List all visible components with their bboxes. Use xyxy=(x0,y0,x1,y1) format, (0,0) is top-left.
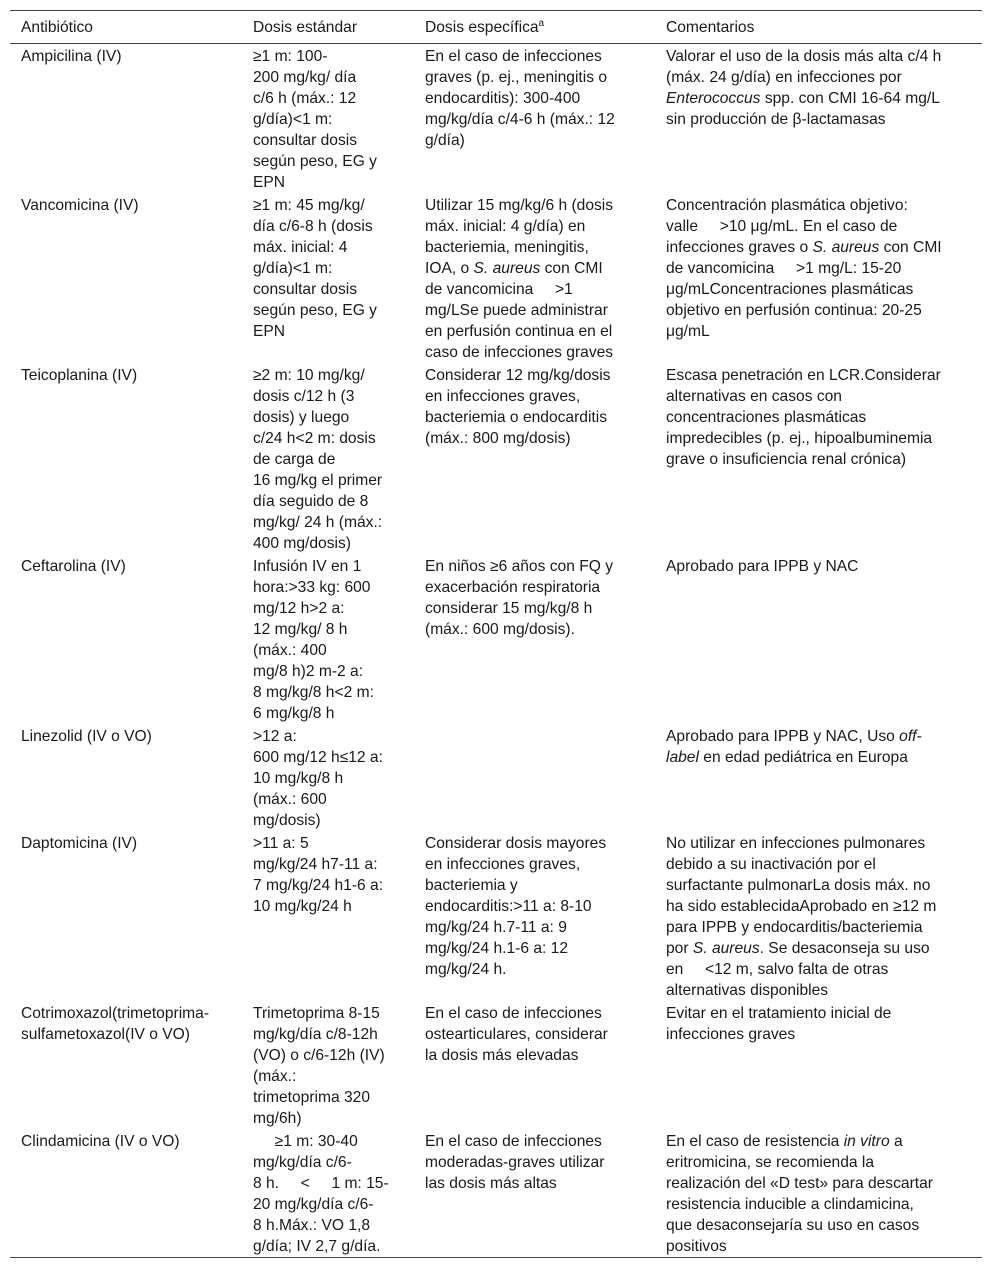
standard-dose-line: mg/dosis) xyxy=(253,812,321,829)
standard-dose-line: 10 mg/kg/24 h xyxy=(253,898,352,915)
comments-line: (máx. 24 g/día) en infecciones por xyxy=(666,69,902,86)
standard-dose-line: de carga de xyxy=(253,451,336,468)
standard-dose-line: dosis c/12 h (3 xyxy=(253,388,355,405)
cell-specific-dose xyxy=(414,44,655,194)
standard-dose-line: mg/8 h)2 m-2 a: xyxy=(253,663,364,680)
specific-dose-line: moderadas-graves utilizar xyxy=(425,1154,605,1171)
specific-dose-line: Considerar 12 mg/kg/dosis xyxy=(425,367,611,384)
comments-line: que desaconsejaría su uso en casos xyxy=(666,1217,920,1234)
comments-line: impredecibles (p. ej., hipoalbuminemia xyxy=(666,430,933,447)
italic-term: S. aureus xyxy=(812,239,880,256)
standard-dose-line: 10 mg/kg/8 h xyxy=(253,770,344,787)
specific-dose-line: En el caso de infecciones xyxy=(425,48,602,65)
standard-dose-line: 200 mg/kg/ día xyxy=(253,69,357,86)
italic-term: Enterococcus xyxy=(666,90,761,107)
italic-term: label xyxy=(666,749,699,766)
specific-dose-line: en infecciones graves, xyxy=(425,388,581,405)
antibiotic-name: Vancomicina (IV) xyxy=(21,197,139,214)
comments-line: objetivo en perfusión continua: 20-25 xyxy=(666,302,922,319)
standard-dose-line: mg/12 h>2 a: xyxy=(253,600,345,617)
standard-dose-line: (máx.: 600 xyxy=(253,791,327,808)
standard-dose-line: 7 mg/kg/24 h1-6 a: xyxy=(253,877,384,894)
cell-antibiotic xyxy=(10,193,242,363)
comments-line: μg/mLConcentraciones plasmáticas xyxy=(666,281,914,298)
standard-dose-line: c/6 h (máx.: 12 xyxy=(253,90,357,107)
cell-antibiotic xyxy=(10,1129,242,1258)
specific-dose-line: bacteriemia, meningitis, xyxy=(425,239,589,256)
specific-dose-line: de vancomicina >1 xyxy=(425,281,573,298)
comments-line: Concentración plasmática objetivo: xyxy=(666,197,908,214)
standard-dose-line: 600 mg/12 h≤12 a: xyxy=(253,749,383,766)
specific-dose-line: En niños ≥6 años con FQ y xyxy=(425,558,613,575)
standard-dose-line: 16 mg/kg el primer xyxy=(253,472,383,489)
specific-dose-line: considerar 15 mg/kg/8 h xyxy=(425,600,593,617)
header-standard-dose: Dosis estándar xyxy=(253,19,358,36)
cell-antibiotic xyxy=(10,1001,242,1129)
standard-dose-line: >12 a: xyxy=(253,728,297,745)
standard-dose-line: 400 mg/dosis) xyxy=(253,535,351,552)
comments-line: alternativas en casos con xyxy=(666,388,842,405)
standard-dose-line: hora:>33 kg: 600 xyxy=(253,579,371,596)
cell-antibiotic xyxy=(10,831,242,1001)
cell-standard-dose xyxy=(242,724,414,831)
antibiotic-name: Linezolid (IV o VO) xyxy=(21,728,152,745)
specific-dose-line: (máx.: 800 mg/dosis) xyxy=(425,430,571,447)
specific-dose-line: mg/kg/24 h.1-6 a: 12 xyxy=(425,940,569,957)
specific-dose-line: Considerar dosis mayores xyxy=(425,835,607,852)
specific-dose-line: endocarditis:>11 a: 8-10 xyxy=(425,898,592,915)
standard-dose-line: ≥1 m: 100- xyxy=(253,48,328,65)
italic-term: S. aureus xyxy=(473,260,541,277)
standard-dose-line: c/24 h<2 m: dosis xyxy=(253,430,376,447)
specific-dose-line: mg/kg/día c/4-6 h (máx.: 12 xyxy=(425,111,615,128)
specific-dose-line: la dosis más elevadas xyxy=(425,1047,579,1064)
standard-dose-line: según peso, EG y xyxy=(253,153,377,170)
header-specific-dose: Dosis específica$^a$ xyxy=(425,17,545,36)
cell-specific-dose xyxy=(414,724,655,831)
cell-standard-dose xyxy=(242,1001,414,1129)
standard-dose-line: 12 mg/kg/ 8 h xyxy=(253,621,348,638)
specific-dose-line: mg/LSe puede administrar xyxy=(425,302,608,319)
cell-antibiotic xyxy=(10,724,242,831)
standard-dose-line: dosis) y luego xyxy=(253,409,350,426)
comments-line: Evitar en el tratamiento inicial de xyxy=(666,1005,892,1022)
standard-dose-line: g/día; IV 2,7 g/día. xyxy=(253,1238,381,1255)
standard-dose-line: trimetoprima 320 xyxy=(253,1089,370,1106)
header-comments: Comentarios xyxy=(666,19,755,36)
standard-dose-line: (máx.: xyxy=(253,1068,297,1085)
table-row xyxy=(10,1001,982,1129)
comments-line: valle >10 μg/mL. En el caso de xyxy=(666,218,898,235)
antibiotic-dosing-table xyxy=(10,10,982,1258)
antibiotic-name: Ampicilina (IV) xyxy=(21,48,122,65)
standard-dose-line: ≥1 m: 45 mg/kg/ xyxy=(253,197,365,214)
standard-dose-line: mg/6h) xyxy=(253,1110,302,1127)
specific-dose-line: ostearticulares, considerar xyxy=(425,1026,608,1043)
header-antibiotic: Antibiótico xyxy=(21,19,93,36)
antibiotic-line: Cotrimoxazol(trimetoprima- xyxy=(21,1005,210,1022)
specific-dose-line: En el caso de infecciones xyxy=(425,1133,602,1150)
cell-comments xyxy=(655,554,982,724)
cell-specific-dose xyxy=(414,193,655,363)
cell-standard-dose xyxy=(242,44,414,194)
comments-line: infecciones graves o S. aureus con CMI xyxy=(666,239,942,256)
specific-dose-line: bacteriemia y xyxy=(425,877,518,894)
cell-comments xyxy=(655,724,982,831)
footnote-marker: a xyxy=(538,17,545,29)
comments-line: Enterococcus spp. con CMI 16-64 mg/L xyxy=(666,90,940,107)
standard-dose-line: g/día)<1 m: xyxy=(253,260,333,277)
comments-line: ha sido establecidaAprobado en ≥12 m xyxy=(666,898,937,915)
comments-line: alternativas disponibles xyxy=(666,982,829,999)
header-row xyxy=(10,11,982,44)
table-row xyxy=(10,193,982,363)
standard-dose-line: día c/6-8 h (dosis xyxy=(253,218,373,235)
specific-dose-line: mg/kg/24 h.7-11 a: 9 xyxy=(425,919,567,936)
specific-dose-line: mg/kg/24 h. xyxy=(425,961,507,978)
table-row xyxy=(10,1129,982,1258)
table-header xyxy=(10,11,982,44)
specific-dose-line: bacteriemia o endocarditis xyxy=(425,409,608,426)
table-row xyxy=(10,44,982,194)
specific-dose-line: exacerbación respiratoria xyxy=(425,579,601,596)
comments-line: por S. aureus. Se desaconseja su uso xyxy=(666,940,930,957)
specific-dose-line: en perfusión continua en el xyxy=(425,323,613,340)
antibiotic-name: Teicoplanina (IV) xyxy=(21,367,138,384)
cell-antibiotic xyxy=(10,363,242,554)
comments-line: label en edad pediátrica en Europa xyxy=(666,749,908,766)
standard-dose-line: (VO) o c/6-12h (IV) xyxy=(253,1047,385,1064)
comments-line: Aprobado para IPPB y NAC, Uso off- xyxy=(666,728,922,745)
standard-dose-line: Infusión IV en 1 xyxy=(253,558,362,575)
cell-standard-dose xyxy=(242,1129,414,1258)
antibiotic-name: Daptomicina (IV) xyxy=(21,835,138,852)
comments-line: surfactante pulmonarLa dosis máx. no xyxy=(666,877,931,894)
comments-line: En el caso de resistencia in vitro a xyxy=(666,1133,903,1150)
comments-line: eritromicina, se recomienda la xyxy=(666,1154,875,1171)
cell-specific-dose xyxy=(414,831,655,1001)
cell-specific-dose xyxy=(414,554,655,724)
cell-specific-dose xyxy=(414,363,655,554)
comments-line: sin producción de β-lactamasas xyxy=(666,111,886,128)
cell-standard-dose xyxy=(242,831,414,1001)
standard-dose-line: mg/kg/ 24 h (máx.: xyxy=(253,514,383,531)
comments-line: debido a su inactivación por el xyxy=(666,856,876,873)
standard-dose-line: 6 mg/kg/8 h xyxy=(253,705,335,722)
specific-dose-line: Utilizar 15 mg/kg/6 h (dosis xyxy=(425,197,614,214)
specific-dose-line: g/día) xyxy=(425,132,465,149)
comments-line: μg/mL xyxy=(666,323,710,340)
specific-dose-line: (máx.: 600 mg/dosis). xyxy=(425,621,575,638)
table-row xyxy=(10,554,982,724)
cell-specific-dose xyxy=(414,1129,655,1258)
standard-dose-line: máx. inicial: 4 xyxy=(253,239,348,256)
specific-dose-line: las dosis más altas xyxy=(425,1175,557,1192)
antibiotic-line: sulfametoxazol(IV o VO) xyxy=(21,1026,190,1043)
italic-term: off- xyxy=(899,728,922,745)
standard-dose-line: mg/kg/día c/6- xyxy=(253,1154,352,1171)
cell-comments xyxy=(655,831,982,1001)
specific-dose-line: en infecciones graves, xyxy=(425,856,581,873)
standard-dose-line: consultar dosis xyxy=(253,132,358,149)
standard-dose-line: día seguido de 8 xyxy=(253,493,369,510)
cell-comments xyxy=(655,44,982,194)
cell-specific-dose xyxy=(414,1001,655,1129)
standard-dose-line: mg/kg/24 h7-11 a: xyxy=(253,856,378,873)
standard-dose-line: ≥1 m: 30-40 xyxy=(253,1133,358,1150)
table-row xyxy=(10,724,982,831)
comments-line: positivos xyxy=(666,1238,727,1255)
standard-dose-line: EPN xyxy=(253,323,286,340)
cell-comments xyxy=(655,193,982,363)
comments-line: grave o insuficiencia renal crónica) xyxy=(666,451,907,468)
cell-comments xyxy=(655,1129,982,1258)
specific-dose-line: En el caso de infecciones xyxy=(425,1005,602,1022)
standard-dose-line: g/día)<1 m: xyxy=(253,111,333,128)
standard-dose-line: 20 mg/kg/día c/6- xyxy=(253,1196,374,1213)
italic-term: in vitro xyxy=(843,1133,890,1150)
standard-dose-line: 8 mg/kg/8 h<2 m: xyxy=(253,684,374,701)
standard-dose-line: >11 a: 5 xyxy=(253,835,309,852)
specific-dose-line: máx. inicial: 4 g/día) en xyxy=(425,218,586,235)
comments-line: infecciones graves xyxy=(666,1026,796,1043)
table-body xyxy=(10,44,982,1258)
cell-standard-dose xyxy=(242,554,414,724)
standard-dose-line: mg/kg/día c/8-12h xyxy=(253,1026,378,1043)
comments-line: concentraciones plasmáticas xyxy=(666,409,867,426)
cell-standard-dose xyxy=(242,193,414,363)
standard-dose-line: EPN xyxy=(253,174,286,191)
antibiotic-name: Ceftarolina (IV) xyxy=(21,558,126,575)
standard-dose-line: según peso, EG y xyxy=(253,302,377,319)
comments-line: Aprobado para IPPB y NAC xyxy=(666,558,859,575)
comments-line: resistencia inducible a clindamicina, xyxy=(666,1196,914,1213)
standard-dose-line: 8 h. < 1 m: 15- xyxy=(253,1175,389,1192)
specific-dose-line: caso de infecciones graves xyxy=(425,344,614,361)
cell-comments xyxy=(655,1001,982,1129)
comments-line: de vancomicina >1 mg/L: 15-20 xyxy=(666,260,902,277)
specific-dose-line: IOA, o S. aureus con CMI xyxy=(425,260,603,277)
cell-antibiotic xyxy=(10,44,242,194)
standard-dose-line: (máx.: 400 xyxy=(253,642,327,659)
cell-antibiotic xyxy=(10,554,242,724)
comments-line: para IPPB y endocarditis/bacteriemia xyxy=(666,919,923,936)
table-row xyxy=(10,363,982,554)
comments-line: No utilizar en infecciones pulmonares xyxy=(666,835,926,852)
cell-standard-dose xyxy=(242,363,414,554)
antibiotic-name: Clindamicina (IV o VO) xyxy=(21,1133,180,1150)
italic-term: S. aureus xyxy=(692,940,760,957)
table-row xyxy=(10,831,982,1001)
standard-dose-line: 8 h.Máx.: VO 1,8 xyxy=(253,1217,371,1234)
comments-line: en <12 m, salvo falta de otras xyxy=(666,961,889,978)
specific-dose-line: endocarditis): 300-400 xyxy=(425,90,581,107)
standard-dose-line: consultar dosis xyxy=(253,281,358,298)
comments-line: Valorar el uso de la dosis más alta c/4 h xyxy=(666,48,942,65)
specific-dose-line: graves (p. ej., meningitis o xyxy=(425,69,608,86)
standard-dose-line: ≥2 m: 10 mg/kg/ xyxy=(253,367,365,384)
comments-line: Escasa penetración en LCR.Considerar xyxy=(666,367,941,384)
standard-dose-line: Trimetoprima 8-15 xyxy=(253,1005,380,1022)
cell-comments xyxy=(655,363,982,554)
comments-line: realización del «D test» para descartar xyxy=(666,1175,933,1192)
